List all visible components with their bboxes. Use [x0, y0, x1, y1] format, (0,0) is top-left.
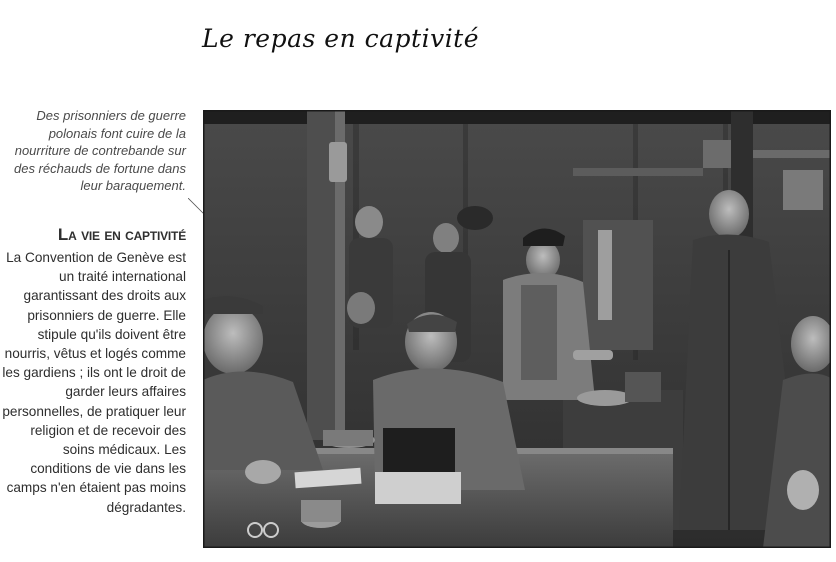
page-title: Le repas en captivité — [202, 24, 480, 53]
shelf — [743, 150, 831, 158]
shelf-box — [783, 170, 823, 210]
photo-caption: Des prisonniers de guerre polonais font cuire de la nourriture de contrebande sur des réchauds de fortune dans leur baraquement. — [13, 108, 186, 194]
cooking-pan — [577, 390, 633, 406]
photo-scene — [203, 110, 831, 548]
cupboard — [583, 220, 653, 350]
section-body: La Convention de Genève est un traité international garantissant des droits aux prisonniers de guerre. Elle stipule qu'ils doivent être nourris, vêtus et logés comme les gardiens ; ils ont le droit de garder leurs affaires personnelles, de pratiquer leur religion et de recevoir des soins médicaux. Les conditions de vie dans les camps n'en étaient pas moins dégradantes. — [2, 250, 186, 515]
towel — [598, 230, 612, 320]
cooking-pot — [625, 372, 661, 402]
lantern — [329, 142, 347, 182]
historical-photograph — [203, 110, 831, 548]
section-heading: La vie en captivité — [57, 225, 186, 244]
shelf — [573, 168, 703, 176]
